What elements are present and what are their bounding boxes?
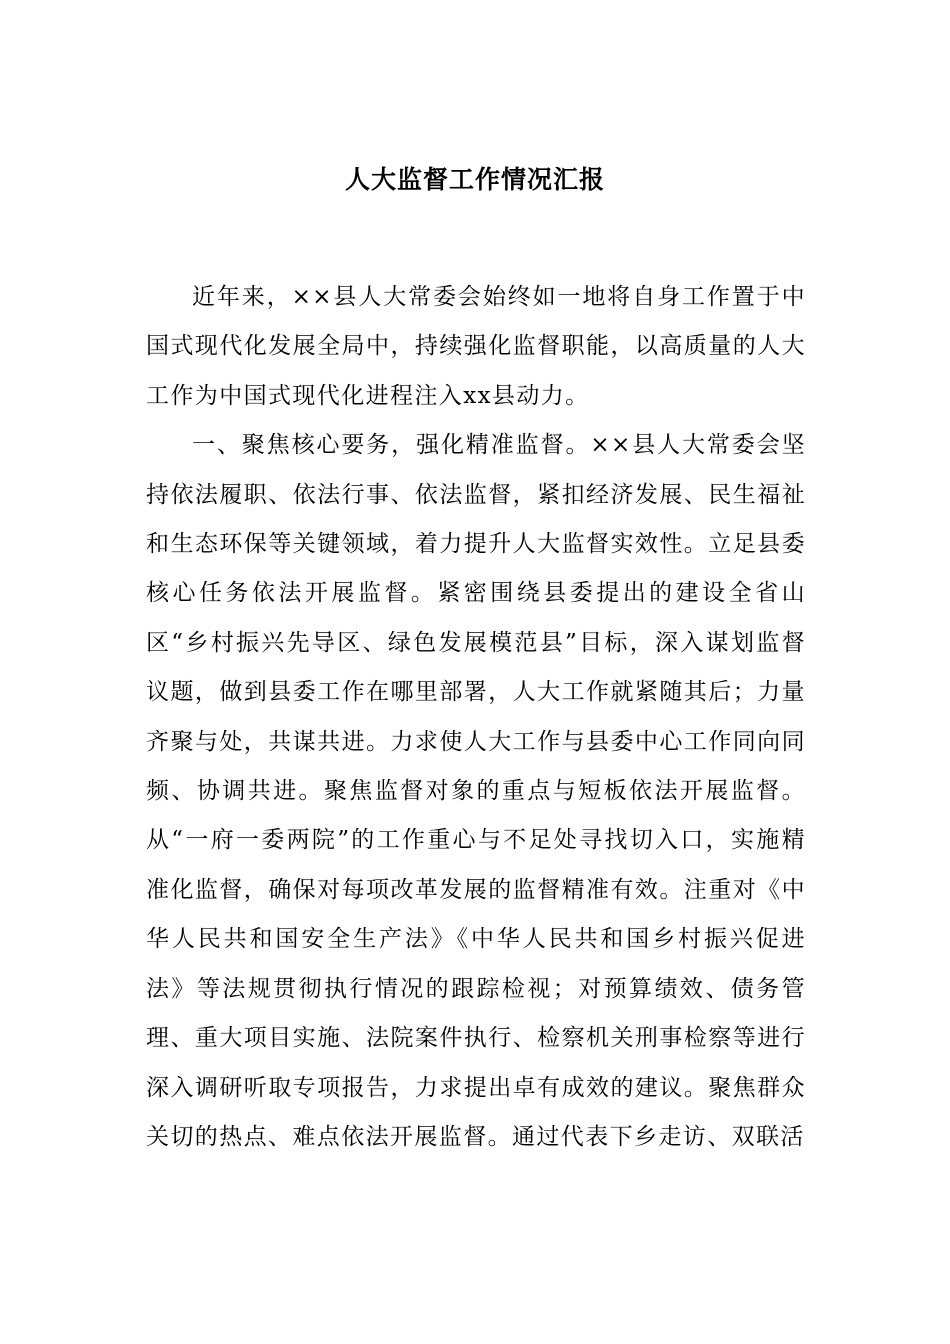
document-title: 人大监督工作情况汇报 [344,165,605,194]
paragraph-intro: 近年来，××县人大常委会始终如一地将自身工作置于中国式现代化发展全局中，持续强化监督职能，以高质量的人大工作为中国式现代化进程注入xx县动力。 [146,284,806,409]
paragraph-section-one: 一、聚焦核心要务，强化精准监督。××县人大常委会坚持依法履职、依法行事、依法监督，紧扣经济发展、民生福祉和生态环保等关键领域，着力提升人大监督实效性。立足县委核心任务依法开展监督。紧密围绕县委提出的建设全省山区“乡村振兴先导区、绿色发展模范县”目标，深入谋划监督议题，做到县委工作在哪里部署，人大工作就紧随其后；力量齐聚与处，共谋共进。力求使人大工作与县委中心工作同向同频、协调共进。聚焦监督对象的重点与短板依法开展监督。从“一府一委两院”的工作重心与不足处寻找切入口，实施精准化监督，确保对每项改革发展的监督精准有效。注重对《中华人民共和国安全生产法》《中华人民共和国乡村振兴促进法》等法规贯彻执行情况的跟踪检视；对预算绩效、债务管理、重大项目实施、法院案件执行、检察机关刑事检察等进行深入调研听取专项报告，力求提出卓有成效的建议。聚焦群众关切的热点、难点依法开展监督。通过代表下乡走访、双联活 [146,432,806,1150]
document-body [146,273,806,1162]
